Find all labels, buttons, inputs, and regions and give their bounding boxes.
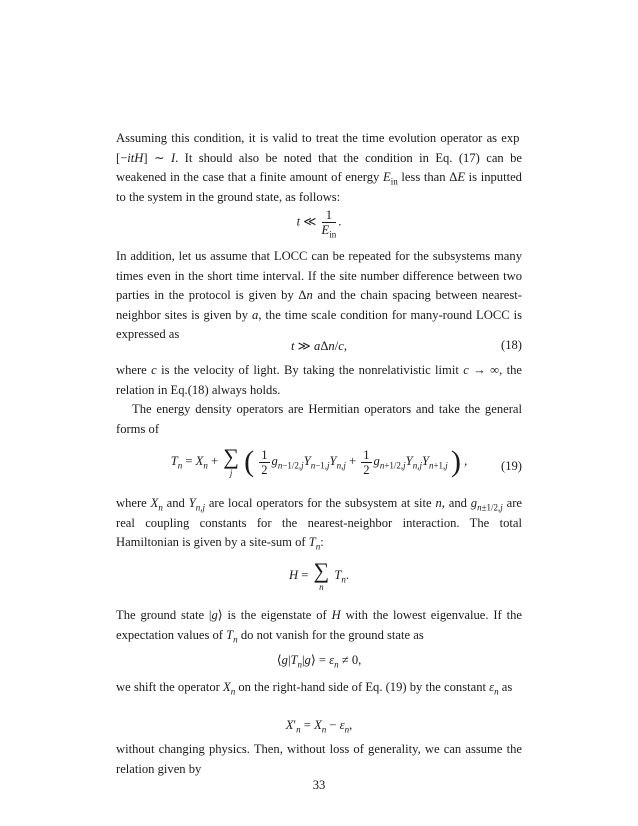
paragraph-4	[116, 400, 522, 439]
equation-hamiltonian: H = ∑ n $T_n$.	[288, 558, 350, 592]
equation-19-number: (19)	[501, 459, 522, 473]
paragraph-6	[116, 606, 522, 645]
p3-text: where c is the velocity of light. By taking the nonrelativistic limit c → ∞, the relation in Eq.(18) always holds.	[116, 363, 522, 397]
p2-text: In addition, let us assume that LOCC can be repeated for the subsystems many times even in the short time interval. If the site number difference between two parties in the protocol is given by Δn and the chain spacing between nearest-neighbor sites is given by a, the time scale condition for many-round LOCC is expressed as	[116, 249, 522, 342]
p1-text: Assuming this condition, it is valid to treat the time evolution operator as exp [−itH] ∼ I. It should also be noted that the condition in Eq. (17) can be weakened in the case that a finite amount of energy $E_{in}$ less than ΔE is inputted to the system in the ground state, as follows:	[116, 131, 522, 204]
paragraph-3	[116, 361, 522, 400]
page-number: 33	[312, 778, 326, 792]
paragraph-7	[116, 678, 522, 698]
p8-text: without changing physics. Then, without loss of generality, we can assume the relation given by	[116, 742, 522, 776]
p7-text: we shift the operator $X_n$ on the right-hand side of Eq. (19) by the constant $\varepsilon_n$ as	[116, 680, 513, 697]
equation-19: $T_n = X_n$ + ∑ j ( $\frac{1}{2}$ $g_{n-1/2,j}Y_{n-1,j}Y_{n,j}$ + $\frac{1}{2}$ $g_{n+1/2,j}Y_{n,j}Y_{n+1,j}$ ) , (19)	[170, 444, 522, 478]
p6-text: The ground state |g⟩ is the eigenstate of H with the lowest eigenvalue. If the expectation values of $T_n$ do not vanish for the ground state as	[116, 608, 522, 645]
equation-time-bound: t ≪ $\frac{1}{E_{in}}$ .	[296, 208, 342, 240]
equation-expectation: $⟨g|T_n|g⟩ = \varepsilon_n \ne 0$,	[276, 653, 362, 670]
equation-18: t ≫ aΔn/c, (18)	[291, 338, 522, 353]
p4-text: The energy density operators are Hermitian operators and take the general forms of	[116, 402, 522, 436]
equation-shift: $X'_n = X_n - \varepsilon_n$,	[285, 718, 353, 735]
paragraph-8	[116, 740, 522, 779]
p5-text: where $X_n$ and $Y_{n,j}$ are local operators for the subsystem at site n, and $g_{n\pm 1/2,j}$ are real coupling constants for the nearest-neighbor interaction. The total Hamiltonian is given by a site-sum of $T_n$:	[116, 496, 522, 552]
paragraph-5	[116, 494, 522, 553]
paragraph-1	[116, 129, 522, 207]
paragraph-2	[116, 247, 522, 345]
equation-18-number: (18)	[501, 338, 522, 352]
